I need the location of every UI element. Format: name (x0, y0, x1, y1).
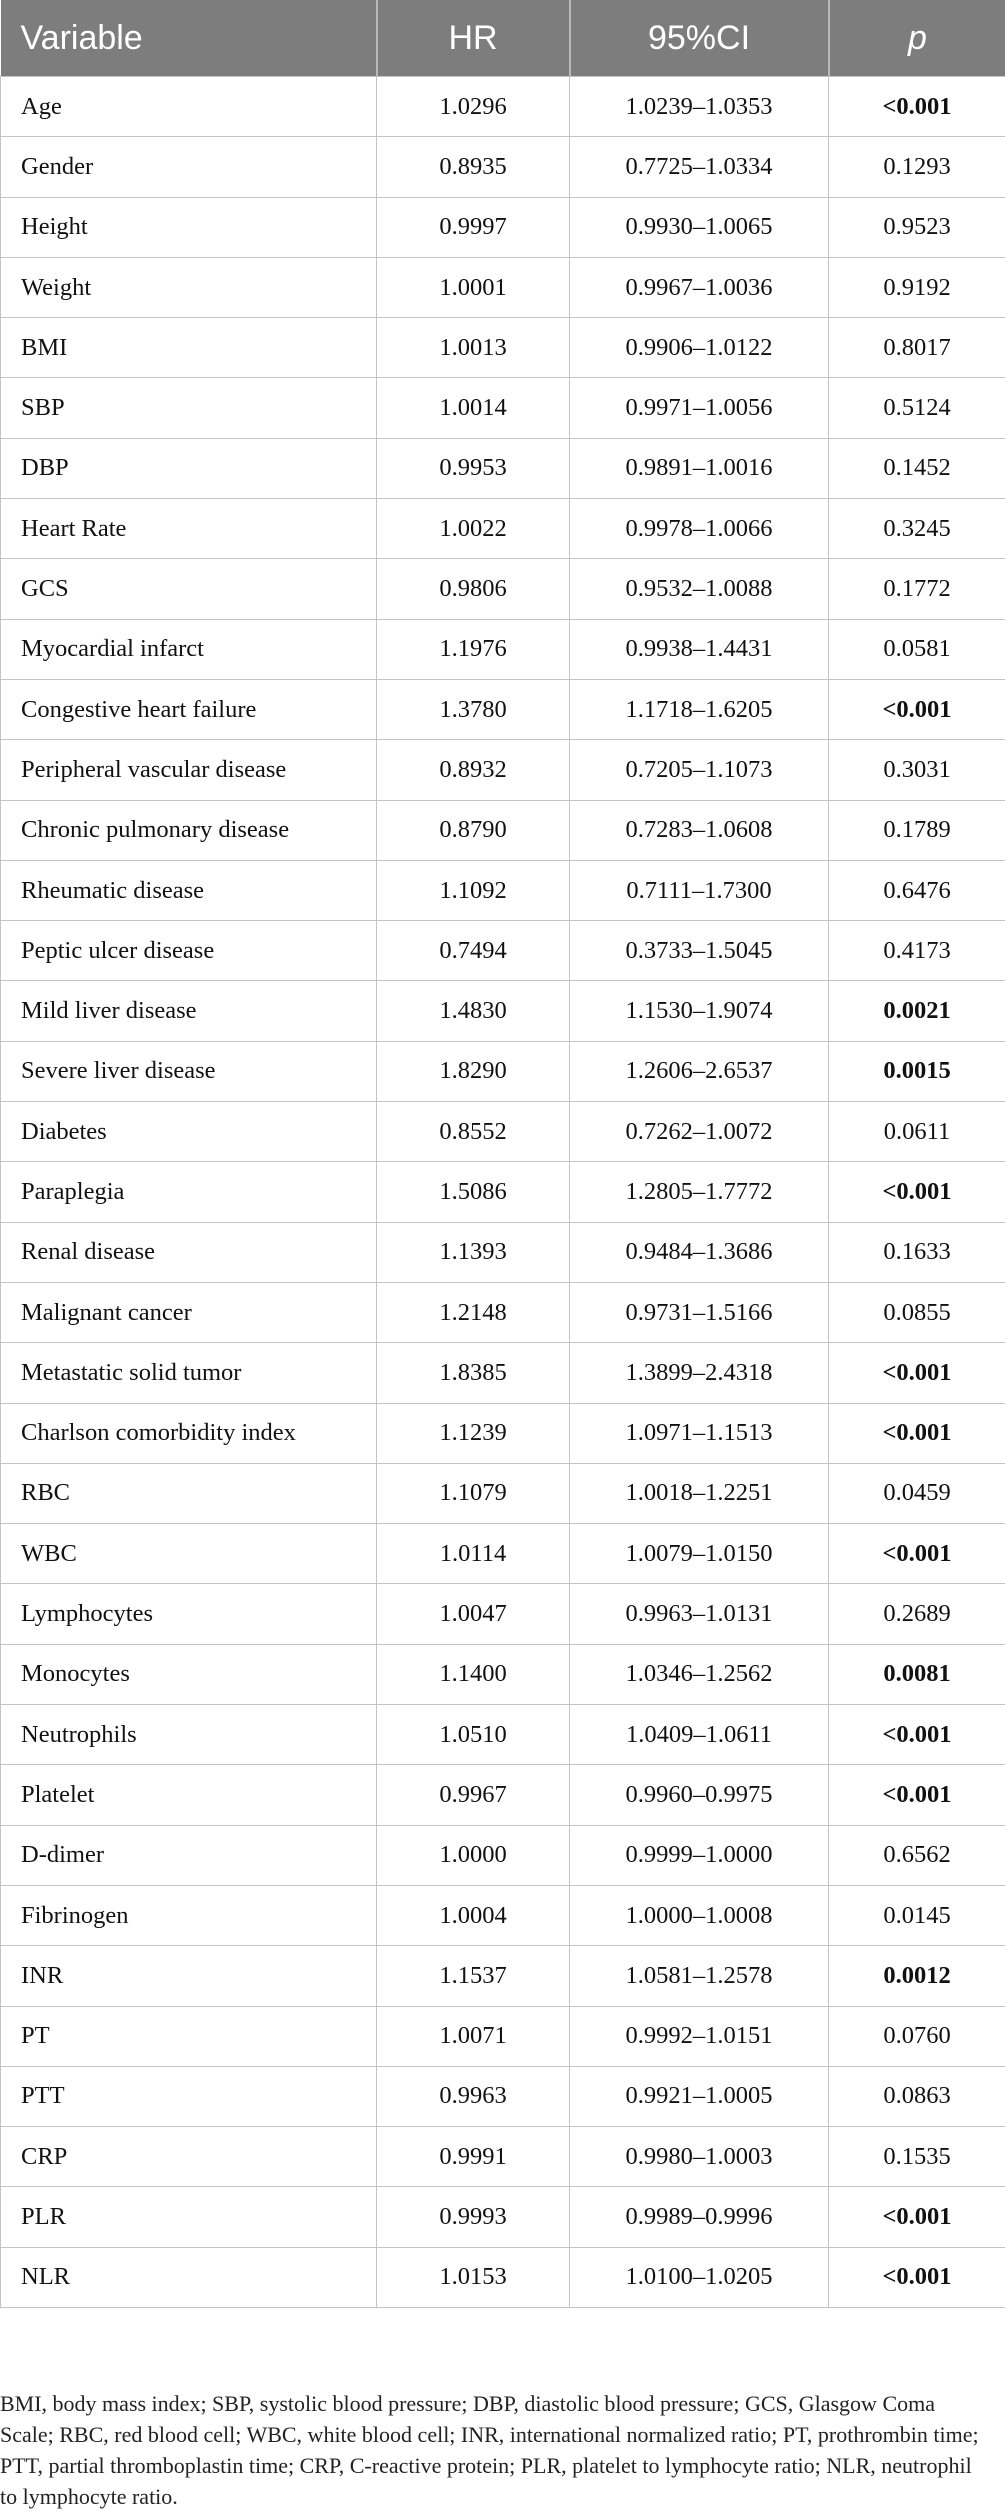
cell-hr: 1.1079 (377, 1463, 570, 1523)
cell-ci: 0.9484–1.3686 (570, 1222, 829, 1282)
cell-ci: 0.9921–1.0005 (570, 2066, 829, 2126)
cell-hr: 0.8790 (377, 800, 570, 860)
cell-ci: 1.1718–1.6205 (570, 679, 829, 739)
cell-p-value: 0.3245 (829, 499, 1005, 559)
table-row (1, 378, 1005, 438)
cell-ci: 0.9731–1.5166 (570, 1282, 829, 1342)
cell-variable: DBP (1, 438, 377, 498)
table-row (1, 438, 1005, 498)
cell-hr: 0.9997 (377, 197, 570, 257)
cell-ci: 0.7205–1.1073 (570, 740, 829, 800)
cell-hr: 1.0296 (377, 77, 570, 137)
cell-variable: PLR (1, 2187, 377, 2247)
cell-p-value: <0.001 (829, 1765, 1005, 1825)
cell-hr: 0.9963 (377, 2066, 570, 2126)
table-header-row (1, 0, 1005, 77)
table-row (1, 1705, 1005, 1765)
cell-hr: 1.0022 (377, 499, 570, 559)
cell-hr: 1.0013 (377, 318, 570, 378)
cell-variable: Platelet (1, 1765, 377, 1825)
cell-variable: Neutrophils (1, 1705, 377, 1765)
cell-variable: Lymphocytes (1, 1584, 377, 1644)
table-row (1, 2247, 1005, 2307)
table-row (1, 1885, 1005, 1945)
cell-p-value: 0.8017 (829, 318, 1005, 378)
table-row (1, 1041, 1005, 1101)
table-row (1, 1524, 1005, 1584)
cell-ci: 0.9891–1.0016 (570, 438, 829, 498)
cell-ci: 0.9938–1.4431 (570, 619, 829, 679)
cell-ci: 1.0239–1.0353 (570, 77, 829, 137)
cell-p-value: <0.001 (829, 1403, 1005, 1463)
cell-variable: Congestive heart failure (1, 679, 377, 739)
cell-variable: INR (1, 1946, 377, 2006)
cell-p-value: 0.1452 (829, 438, 1005, 498)
cell-variable: Severe liver disease (1, 1041, 377, 1101)
table-row (1, 679, 1005, 739)
cell-hr: 1.0001 (377, 257, 570, 317)
cell-variable: Height (1, 197, 377, 257)
cell-p-value: 0.1789 (829, 800, 1005, 860)
header-p: p (829, 0, 1005, 77)
cell-variable: PTT (1, 2066, 377, 2126)
cell-p-value: 0.1535 (829, 2127, 1005, 2187)
cell-ci: 1.0079–1.0150 (570, 1524, 829, 1584)
cell-variable: PT (1, 2006, 377, 2066)
table-body (1, 77, 1005, 2308)
cell-ci: 0.9992–1.0151 (570, 2006, 829, 2066)
table-row (1, 257, 1005, 317)
cell-hr: 0.8552 (377, 1102, 570, 1162)
cell-ci: 0.9906–1.0122 (570, 318, 829, 378)
cell-p-value: 0.0863 (829, 2066, 1005, 2126)
cell-p-value: 0.9192 (829, 257, 1005, 317)
cell-ci: 1.0971–1.1513 (570, 1403, 829, 1463)
table-row (1, 77, 1005, 137)
cell-p-value: <0.001 (829, 679, 1005, 739)
cell-hr: 1.0114 (377, 1524, 570, 1584)
cell-hr: 1.1393 (377, 1222, 570, 1282)
table-row (1, 1825, 1005, 1885)
cell-p-value: <0.001 (829, 77, 1005, 137)
table-row (1, 1102, 1005, 1162)
cell-ci: 0.7262–1.0072 (570, 1102, 829, 1162)
cell-hr: 0.9967 (377, 1765, 570, 1825)
cell-hr: 1.0014 (377, 378, 570, 438)
cell-p-value: 0.6562 (829, 1825, 1005, 1885)
header-variable: Variable (1, 0, 377, 77)
cell-ci: 0.9930–1.0065 (570, 197, 829, 257)
cell-p-value: 0.0611 (829, 1102, 1005, 1162)
cell-variable: NLR (1, 2247, 377, 2307)
cell-p-value: 0.0459 (829, 1463, 1005, 1523)
cell-hr: 1.5086 (377, 1162, 570, 1222)
cell-hr: 0.9993 (377, 2187, 570, 2247)
cell-hr: 0.9806 (377, 559, 570, 619)
cell-p-value: <0.001 (829, 1343, 1005, 1403)
cell-variable: Weight (1, 257, 377, 317)
cell-ci: 0.9960–0.9975 (570, 1765, 829, 1825)
cell-ci: 0.9971–1.0056 (570, 378, 829, 438)
cell-ci: 0.9532–1.0088 (570, 559, 829, 619)
cell-variable: Peptic ulcer disease (1, 921, 377, 981)
table-row (1, 740, 1005, 800)
cell-ci: 0.9967–1.0036 (570, 257, 829, 317)
cell-hr: 1.1400 (377, 1644, 570, 1704)
cell-ci: 0.7725–1.0334 (570, 137, 829, 197)
cell-ci: 1.2805–1.7772 (570, 1162, 829, 1222)
cell-p-value: 0.4173 (829, 921, 1005, 981)
table-row (1, 559, 1005, 619)
cell-ci: 0.9989–0.9996 (570, 2187, 829, 2247)
cell-variable: Charlson comorbidity index (1, 1403, 377, 1463)
table-row (1, 619, 1005, 679)
cell-variable: Fibrinogen (1, 1885, 377, 1945)
cell-hr: 1.0000 (377, 1825, 570, 1885)
table-row (1, 499, 1005, 559)
cell-ci: 0.9980–1.0003 (570, 2127, 829, 2187)
cell-p-value: 0.0021 (829, 981, 1005, 1041)
table-row (1, 318, 1005, 378)
table-row (1, 197, 1005, 257)
table-row (1, 1946, 1005, 2006)
cell-variable: Diabetes (1, 1102, 377, 1162)
cell-ci: 0.9963–1.0131 (570, 1584, 829, 1644)
cell-ci: 1.0409–1.0611 (570, 1705, 829, 1765)
cell-variable: D-dimer (1, 1825, 377, 1885)
cell-ci: 1.0100–1.0205 (570, 2247, 829, 2307)
cell-hr: 1.3780 (377, 679, 570, 739)
cell-p-value: 0.1772 (829, 559, 1005, 619)
cell-variable: Paraplegia (1, 1162, 377, 1222)
cell-p-value: 0.0760 (829, 2006, 1005, 2066)
cell-hr: 1.1976 (377, 619, 570, 679)
cell-variable: Age (1, 77, 377, 137)
cell-ci: 0.7283–1.0608 (570, 800, 829, 860)
cell-p-value: <0.001 (829, 1705, 1005, 1765)
table-row (1, 1584, 1005, 1644)
cell-ci: 1.0346–1.2562 (570, 1644, 829, 1704)
cell-variable: Gender (1, 137, 377, 197)
cell-variable: Metastatic solid tumor (1, 1343, 377, 1403)
cell-variable: Monocytes (1, 1644, 377, 1704)
cell-ci: 0.7111–1.7300 (570, 860, 829, 920)
cell-ci: 1.0018–1.2251 (570, 1463, 829, 1523)
cell-p-value: <0.001 (829, 1162, 1005, 1222)
cell-hr: 1.0510 (377, 1705, 570, 1765)
cell-ci: 1.0000–1.0008 (570, 1885, 829, 1945)
cell-ci: 1.1530–1.9074 (570, 981, 829, 1041)
cell-ci: 0.9999–1.0000 (570, 1825, 829, 1885)
cell-p-value: 0.0855 (829, 1282, 1005, 1342)
table-row (1, 2187, 1005, 2247)
cell-p-value: 0.1633 (829, 1222, 1005, 1282)
table-row (1, 1343, 1005, 1403)
table-row (1, 860, 1005, 920)
cell-variable: Rheumatic disease (1, 860, 377, 920)
cell-hr: 1.0071 (377, 2006, 570, 2066)
cell-hr: 1.0004 (377, 1885, 570, 1945)
cell-p-value: 0.6476 (829, 860, 1005, 920)
cell-hr: 0.9953 (377, 438, 570, 498)
cell-variable: SBP (1, 378, 377, 438)
header-hr: HR (377, 0, 570, 77)
cell-ci: 0.3733–1.5045 (570, 921, 829, 981)
cell-p-value: 0.0081 (829, 1644, 1005, 1704)
cell-p-value: 0.3031 (829, 740, 1005, 800)
cell-p-value: 0.2689 (829, 1584, 1005, 1644)
cell-variable: CRP (1, 2127, 377, 2187)
table-row (1, 1765, 1005, 1825)
cell-hr: 1.0153 (377, 2247, 570, 2307)
cell-hr: 1.8290 (377, 1041, 570, 1101)
cell-p-value: 0.0015 (829, 1041, 1005, 1101)
cell-variable: GCS (1, 559, 377, 619)
cell-hr: 1.1537 (377, 1946, 570, 2006)
cell-hr: 0.8935 (377, 137, 570, 197)
table-row (1, 1463, 1005, 1523)
header-ci: 95%CI (570, 0, 829, 77)
table-row (1, 800, 1005, 860)
cell-variable: Myocardial infarct (1, 619, 377, 679)
cell-p-value: <0.001 (829, 2187, 1005, 2247)
cell-p-value: 0.0145 (829, 1885, 1005, 1945)
cell-variable: Peripheral vascular disease (1, 740, 377, 800)
cell-hr: 0.9991 (377, 2127, 570, 2187)
table-row (1, 137, 1005, 197)
cell-variable: Chronic pulmonary disease (1, 800, 377, 860)
cell-variable: Heart Rate (1, 499, 377, 559)
cell-hr: 1.2148 (377, 1282, 570, 1342)
table-row (1, 2127, 1005, 2187)
table-row (1, 1644, 1005, 1704)
table-row (1, 1222, 1005, 1282)
cell-p-value: 0.0012 (829, 1946, 1005, 2006)
cell-hr: 1.8385 (377, 1343, 570, 1403)
cell-ci: 1.0581–1.2578 (570, 1946, 829, 2006)
cell-hr: 1.1092 (377, 860, 570, 920)
table-row (1, 1403, 1005, 1463)
cell-p-value: 0.9523 (829, 197, 1005, 257)
cell-ci: 0.9978–1.0066 (570, 499, 829, 559)
cell-hr: 1.1239 (377, 1403, 570, 1463)
table-row (1, 921, 1005, 981)
cell-p-value: <0.001 (829, 2247, 1005, 2307)
cell-hr: 1.0047 (377, 1584, 570, 1644)
cell-variable: BMI (1, 318, 377, 378)
table-row (1, 1162, 1005, 1222)
cell-ci: 1.3899–2.4318 (570, 1343, 829, 1403)
table-footnote: BMI, body mass index; SBP, systolic blood pressure; DBP, diastolic blood pressure; GCS, Glasgow Coma Scale; RBC, red blood cell; WBC, white blood cell; INR, international normalized ratio; PT, prothrombin time; PTT, partial thromboplastin time; CRP, C-reactive protein; PLR, platelet to lymphocyte ratio; NLR, neutrophil to lymphocyte ratio. (0, 2391, 979, 2509)
cell-variable: RBC (1, 1463, 377, 1523)
cell-p-value: 0.1293 (829, 137, 1005, 197)
cell-variable: Malignant cancer (1, 1282, 377, 1342)
table-row (1, 981, 1005, 1041)
cell-p-value: 0.5124 (829, 378, 1005, 438)
table-row (1, 2006, 1005, 2066)
table-row (1, 1282, 1005, 1342)
cell-hr: 0.7494 (377, 921, 570, 981)
table-row (1, 2066, 1005, 2126)
cell-variable: Renal disease (1, 1222, 377, 1282)
cell-p-value: <0.001 (829, 1524, 1005, 1584)
cell-hr: 0.8932 (377, 740, 570, 800)
cell-variable: Mild liver disease (1, 981, 377, 1041)
cell-variable: WBC (1, 1524, 377, 1584)
cell-hr: 1.4830 (377, 981, 570, 1041)
cell-p-value: 0.0581 (829, 619, 1005, 679)
cell-ci: 1.2606–2.6537 (570, 1041, 829, 1101)
